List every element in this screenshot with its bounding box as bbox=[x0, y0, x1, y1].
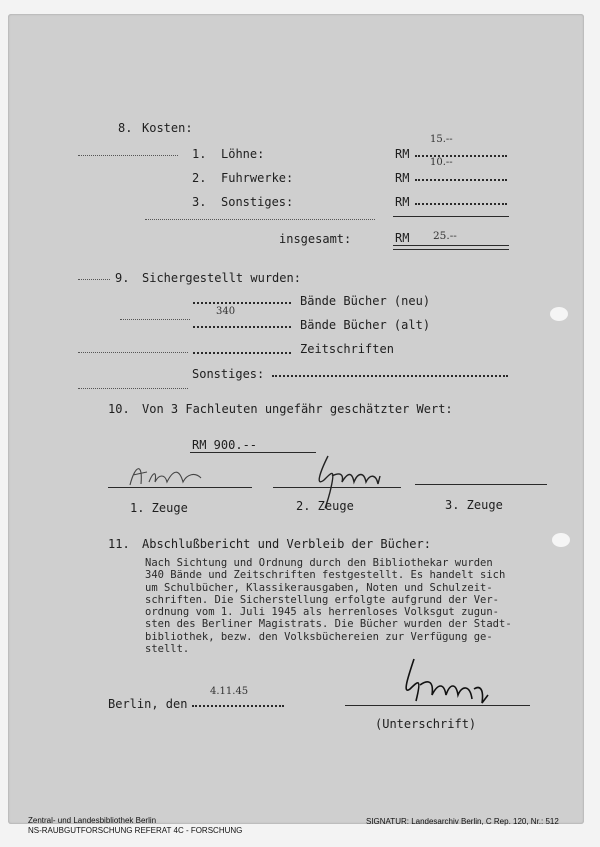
report-line: sten des Berliner Magistrats. Die Bücher wurden der Stadt- bbox=[145, 618, 512, 631]
report-line: 340 Bände und Zeitschriften festgestellt. Es handelt sich bbox=[145, 569, 506, 582]
other-left-dots bbox=[78, 388, 188, 389]
row-3-label: Zeitschriften bbox=[300, 342, 394, 356]
section-11-title: Abschlußbericht und Verbleib der Bücher: bbox=[142, 537, 431, 551]
signature-line bbox=[345, 705, 530, 706]
witness-2-line bbox=[273, 487, 401, 488]
total-label: insgesamt: bbox=[279, 232, 352, 246]
row-3-left-dots bbox=[78, 352, 188, 353]
date-dots bbox=[192, 705, 284, 707]
witness-1-signature bbox=[125, 460, 215, 490]
total-amount: 25.-- bbox=[433, 230, 457, 242]
row-2-left-dots bbox=[120, 319, 190, 320]
place-label: Berlin, den bbox=[108, 697, 188, 711]
cost-1-label: Löhne: bbox=[221, 147, 265, 161]
estimated-value-line bbox=[190, 452, 316, 453]
cost-3-label: Sonstiges: bbox=[221, 195, 294, 209]
punch-hole-top bbox=[550, 307, 568, 321]
report-line: schriften. Die Sicherstellung erfolgte aufgrund der Ver- bbox=[145, 593, 500, 606]
witness-1-line bbox=[108, 487, 252, 488]
section-11-number: 11. bbox=[108, 537, 130, 551]
footer-department: NS-RAUBGUTFORSCHUNG REFERAT 4C - FORSCHUNG bbox=[28, 826, 243, 835]
row-1-label: Bände Bücher (neu) bbox=[300, 294, 431, 308]
footer-signature-ref: SIGNATUR: Landesarchiv Berlin, C Rep. 120, Nr.: 512 bbox=[366, 817, 559, 826]
sec9-left-dots bbox=[78, 279, 110, 280]
section-9-number: 9. bbox=[115, 271, 130, 285]
witness-2-label: 2. Zeuge bbox=[296, 499, 354, 513]
cost-2-currency: RM bbox=[395, 171, 410, 185]
cost-1-dots bbox=[415, 155, 507, 157]
cost-2-number: 2. bbox=[192, 171, 207, 185]
cost-3-number: 3. bbox=[192, 195, 207, 209]
row-2-value: 340 bbox=[216, 306, 236, 317]
section-8-title: Kosten: bbox=[142, 121, 193, 135]
cost-2-amount: 10.-- bbox=[430, 157, 453, 168]
main-signature bbox=[390, 655, 510, 715]
row-2-label: Bände Bücher (alt) bbox=[300, 318, 431, 332]
row-2-dots bbox=[193, 326, 291, 328]
total-currency: RM bbox=[395, 231, 410, 245]
witness-1-label: 1. Zeuge bbox=[130, 501, 188, 515]
sum-left-dots bbox=[145, 219, 375, 220]
report-line: bibliothek, bezw. den Volksbüchereien zur Verfügung ge- bbox=[145, 630, 493, 643]
cost-1-number: 1. bbox=[192, 147, 207, 161]
section-10-number: 10. bbox=[108, 402, 130, 416]
punch-hole-bottom bbox=[552, 533, 570, 547]
cost-2-dots bbox=[415, 179, 507, 181]
final-report-text bbox=[145, 557, 545, 655]
signature-label: (Unterschrift) bbox=[375, 717, 477, 731]
section-9-title: Sichergestellt wurden: bbox=[142, 271, 301, 285]
report-line: um Schulbücher, Klassikerausgaben, Noten und Schulzeit- bbox=[145, 581, 493, 594]
total-double-underline bbox=[393, 245, 509, 250]
section-10-title: Von 3 Fachleuten ungefähr geschätzter Wert: bbox=[142, 402, 453, 416]
sum-line bbox=[393, 216, 509, 217]
cost-1-amount: 15.-- bbox=[430, 134, 453, 145]
footer-institution: Zentral- und Landesbibliothek Berlin bbox=[28, 816, 157, 825]
section-8-number: 8. bbox=[118, 121, 133, 135]
witness-3-line bbox=[415, 484, 547, 485]
report-line: Nach Sichtung und Ordnung durch den Bibliothekar wurden bbox=[145, 557, 493, 569]
report-line: ordnung vom 1. Juli 1945 als herrenloses Volksgut zugun- bbox=[145, 606, 500, 619]
report-line: stellt. bbox=[145, 643, 190, 656]
left-dots bbox=[78, 155, 178, 156]
date-value: 4.11.45 bbox=[210, 686, 249, 697]
cost-2-label: Fuhrwerke: bbox=[221, 171, 294, 185]
row-3-dots bbox=[193, 352, 291, 354]
cost-3-currency: RM bbox=[395, 195, 410, 209]
row-1-dots bbox=[193, 302, 291, 304]
cost-3-dots bbox=[415, 203, 507, 205]
other-dots bbox=[272, 375, 508, 377]
other-label: Sonstiges: bbox=[192, 367, 265, 381]
witness-3-label: 3. Zeuge bbox=[445, 498, 503, 512]
cost-1-currency: RM bbox=[395, 147, 410, 161]
estimated-value: RM 900.-- bbox=[192, 438, 258, 452]
